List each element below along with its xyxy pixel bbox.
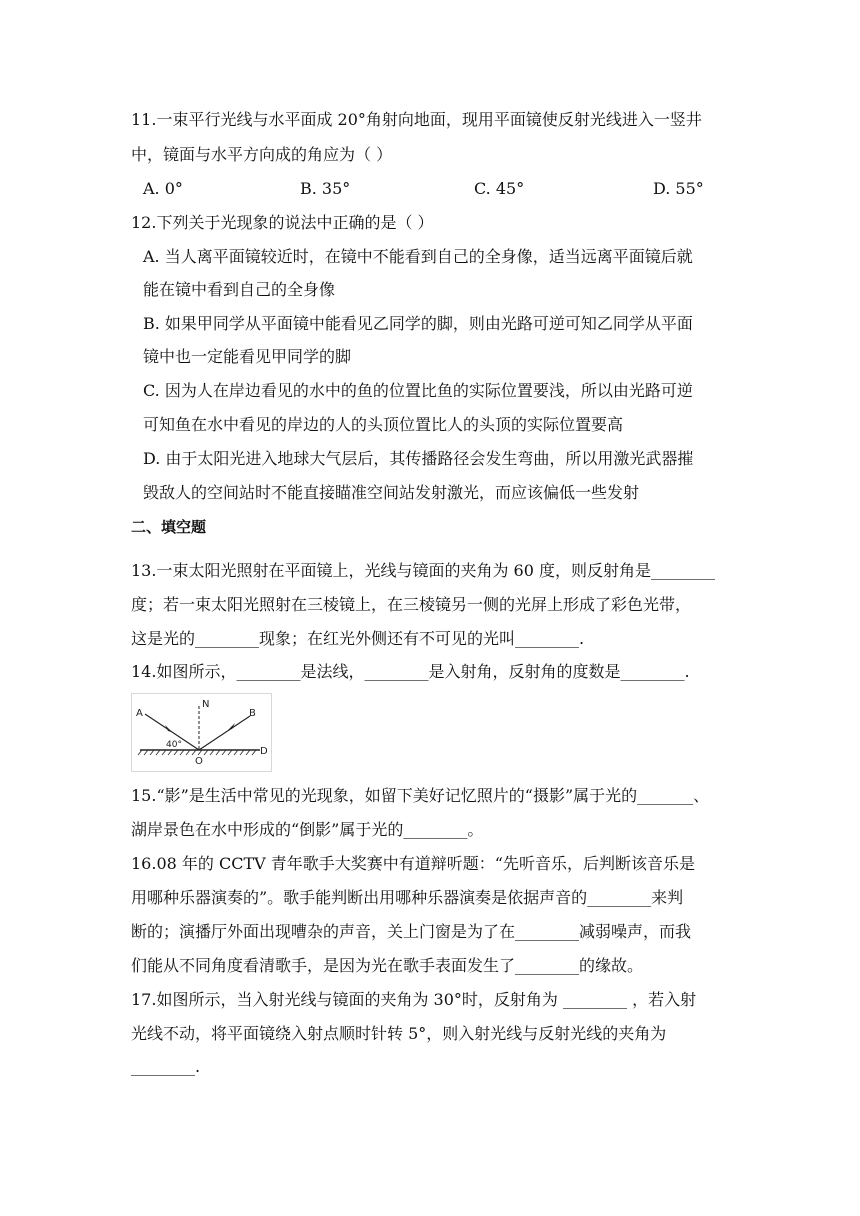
q12-option-b-line2: 镜中也一定能看见甲同学的脚 (143, 347, 352, 366)
q17-line3: ________. (131, 1057, 201, 1076)
q13-line2: 度；若一束太阳光照射在三棱镜上，在三棱镜另一侧的光屏上形成了彩色光带， (131, 595, 692, 614)
reflected-ray (199, 716, 250, 750)
q11-line2: 中，镜面与水平方向成的角应为（ ） (131, 145, 393, 164)
label-o: O (195, 756, 203, 767)
q15-line1: 15.“影”是生活中常见的光现象，如留下美好记忆照片的“摄影”属于光的_______、 (131, 786, 710, 805)
q14-line1: 14.如图所示，________是法线，________是入射角，反射角的度数是________. (131, 662, 690, 681)
q16-line2: 用哪种乐器演奏的”。歌手能判断出用哪种乐器演奏是依据声音的________来判 (131, 888, 684, 907)
label-d: D (260, 746, 268, 757)
q11-line1: 11.一束平行光线与水平面成 20°角射向地面，现用平面镜使反射光线进入一竖井 (131, 110, 702, 129)
q12-option-a-line1: A. 当人离平面镜较近时，在镜中不能看到自己的全身像，适当远离平面镜后就 (143, 247, 693, 266)
q11-option-b: B. 35° (300, 179, 351, 198)
q12-option-d-line2: 毁敌人的空间站时不能直接瞄准空间站发射激光，而应该偏低一些发射 (143, 483, 640, 502)
angle-label: 40° (166, 740, 182, 750)
q11-option-d: D. 55° (653, 179, 704, 198)
section-heading-fill-in: 二、填空题 (131, 518, 207, 536)
q12-option-d-line1: D. 由于太阳光进入地球大气层后，其传播路径会发生弯曲，所以用激光武器摧 (143, 449, 694, 468)
q17-line2: 光线不动，将平面镜绕入射点顺时针转 5°，则入射光线与反射光线的夹角为 (131, 1024, 667, 1043)
q13-line3: 这是光的________现象；在红光外侧还有不可见的光叫________. (131, 629, 585, 648)
q12-option-c-line2: 可知鱼在水中看见的岸边的人的头顶位置比人的头顶的实际位置要高 (143, 415, 624, 434)
q16-line4: 们能从不同角度看清歌手，是因为光在歌手表面发生了________的缘故。 (131, 956, 644, 975)
q15-line2: 湖岸景色在水中形成的“倒影”属于光的________。 (131, 820, 484, 839)
q11-option-c: C. 45° (474, 179, 525, 198)
q12-option-b-line1: B. 如果甲同学从平面镜中能看见乙同学的脚，则由光路可逆可知乙同学从平面 (143, 314, 693, 333)
label-n: N (202, 699, 210, 710)
q11-option-a: A. 0° (143, 179, 183, 198)
q13-line1: 13.一束太阳光照射在平面镜上，光线与镜面的夹角为 60 度，则反射角是________ (131, 561, 715, 580)
q17-line1: 17.如图所示，当入射光线与镜面的夹角为 30°时，反射角为 ________ ，若入射 (131, 990, 697, 1009)
q16-line1: 16.08 年的 CCTV 青年歌手大奖赛中有道辩听题：“先听音乐，后判断该音乐是 (131, 854, 695, 873)
mirror-hatching (138, 750, 256, 755)
q12-stem: 12.下列关于光现象的说法中正确的是（ ） (131, 213, 434, 232)
reflection-diagram (131, 693, 272, 772)
label-b: B (249, 708, 256, 719)
reflection-diagram-svg (132, 694, 271, 771)
label-a: A (136, 708, 143, 719)
q12-option-c-line1: C. 因为人在岸边看见的水中的鱼的位置比鱼的实际位置要浅，所以由光路可逆 (143, 381, 693, 400)
q12-option-a-line2: 能在镜中看到自己的全身像 (143, 280, 336, 299)
q16-line3: 断的；演播厅外面出现嘈杂的声音，关上门窗是为了在________减弱噪声，而我 (131, 922, 692, 941)
